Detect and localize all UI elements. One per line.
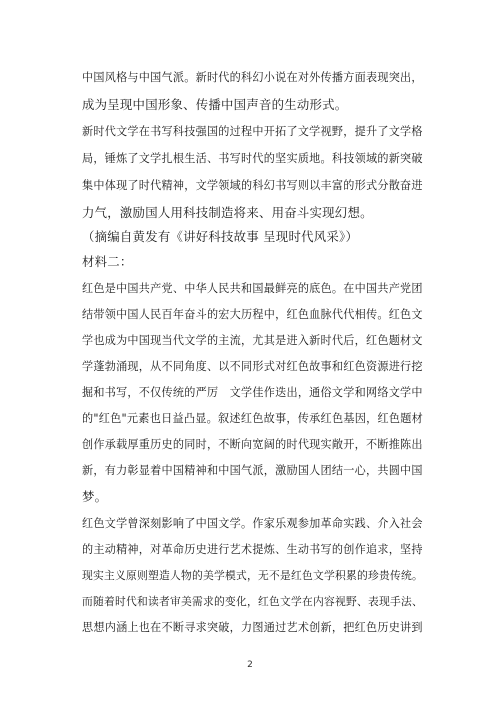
text-line: 红色是中国共产党、中华人民共和国最鲜亮的底色。在中国共产党团 (82, 282, 423, 295)
section-heading: 材料二： (82, 254, 133, 269)
text-line: 新时代文学在书写科技强国的过程中开拓了文学视野，提升了文学格 (82, 125, 423, 138)
text-line: 掘和书写，不仅传统的严厉 文学佳作迭出，通俗文学和网络文学中 (82, 386, 423, 399)
text-line: 力气，激励国人用科技制造将来、用奋斗实现幻想。 (82, 205, 373, 220)
text-line: 局，锤炼了文学扎根生活、书写时代的坚实质地。科技领域的新突破 (82, 152, 423, 165)
text-line: 学蓬勃涌现，从不同角度、以不同形式对红色故事和红色资源进行挖 (82, 360, 423, 373)
text-line: 学也成为中国现当代文学的主流，尤其是进入新时代后，红色题材文 (82, 334, 423, 347)
text-line: 创作承载厚重历史的同时，不断向宽阔的时代现实敞开，不断推陈出 (82, 438, 423, 451)
text-line: 集中体现了时代精神，文学领域的科幻书写则以丰富的形式分散奋进 (82, 179, 423, 192)
source-citation: （摘编自黄发有《讲好科技故事 呈现时代风采》） (82, 229, 359, 244)
text-line: 而随着时代和读者审美需求的变化，红色文学在内容视野、表现手法、 (82, 595, 424, 608)
text-line: 中国风格与中国气派。新时代的科幻小说在对外传播方面表现突出， (82, 71, 423, 84)
page-number: 2 (247, 660, 253, 670)
text-line: 成为呈现中国形象、传播中国声音的生动形式。 (82, 97, 348, 112)
text-line: 红色文学曾深刻影响了中国文学。作家乐观参加革命实践、介入社会 (82, 517, 423, 530)
text-line: 的主动精神，对革命历史进行艺术提炼、生动书写的创作追求，坚持 (82, 543, 423, 556)
text-line: 的"红色"元素也日益凸显。叙述红色故事，传承红色基因，红色题材 (82, 412, 424, 425)
text-line: 现实主义原则塑造人物的美学模式，无不是红色文学积累的珍贵传统。 (82, 569, 424, 582)
text-line: 梦。 (82, 489, 108, 504)
text-line: 新，有力彰显着中国精神和中国气派，激励国人团结一心，共圆中国 (82, 464, 423, 477)
text-line: 结带领中国人民百年奋斗的宏大历程中，红色血脉代代相传。红色文 (82, 308, 423, 321)
text-line: 思想内涵上也在不断寻求突破，力图通过艺术创新，把红色历史讲到 (82, 621, 423, 634)
